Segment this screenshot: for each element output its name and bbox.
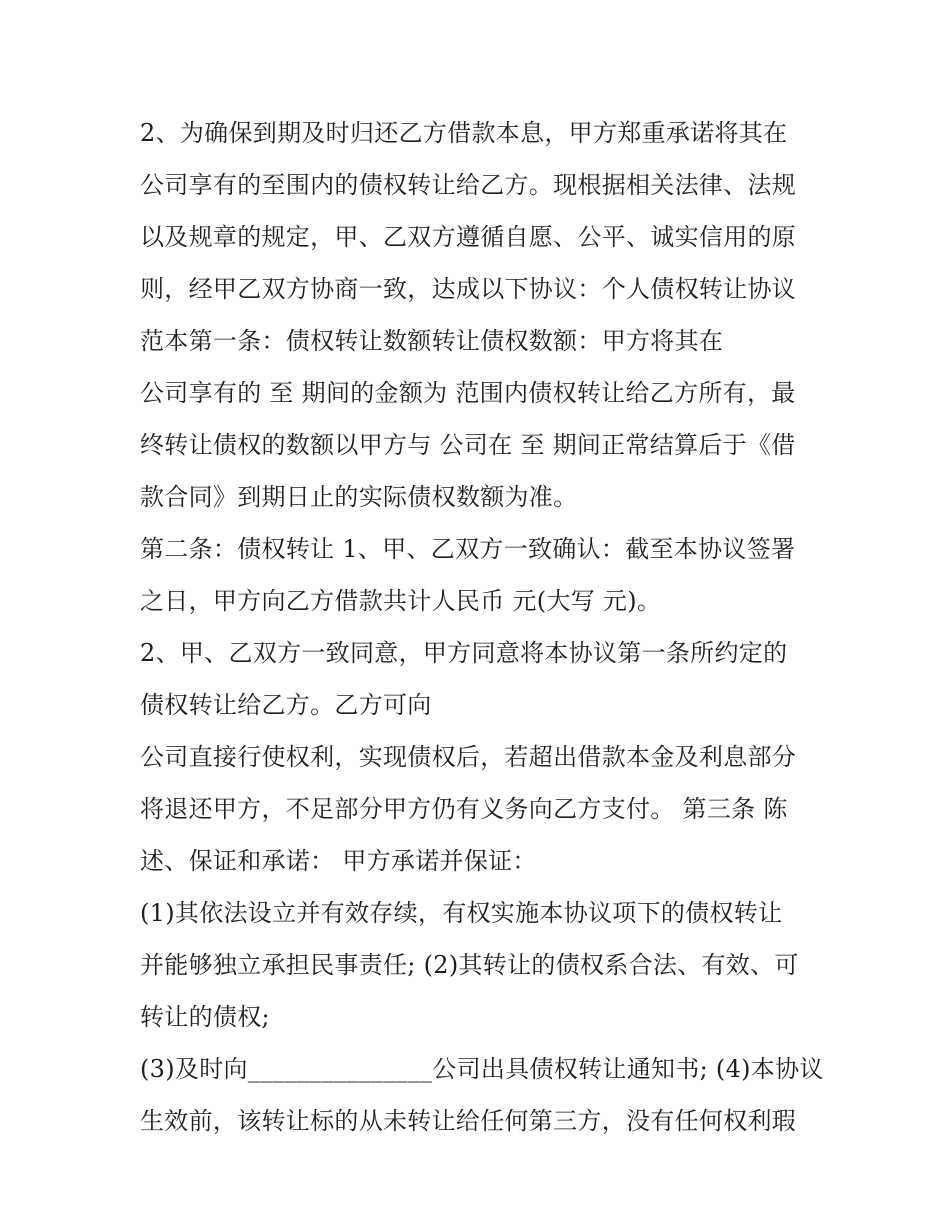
- text-line: 生效前，该转让标的从未转让给任何第三方，没有任何权利瑕: [140, 1107, 797, 1135]
- document-body: [140, 107, 824, 1147]
- text-line: 述、保证和承诺： 甲方承诺并保证：: [140, 847, 537, 875]
- text-line: 并能够独立承担民事责任; (2)其转让的债权系合法、有效、可: [140, 951, 799, 979]
- text-line: 债权转让给乙方。乙方可向: [140, 691, 432, 719]
- text-line: 公司享有的 至 期间的金额为 范围内债权转让给乙方所有，最: [140, 379, 796, 407]
- text-line: 则，经甲乙双方协商一致，达成以下协议：个人债权转让协议: [140, 275, 797, 303]
- text-line: 以及规章的规定，甲、乙双方遵循自愿、公平、诚实信用的原: [140, 223, 797, 251]
- text-line: 将退还甲方，不足部分甲方仍有义务向乙方支付。 第三条 陈: [140, 795, 788, 823]
- text-line: 2、为确保到期及时归还乙方借款本息，甲方郑重承诺将其在: [140, 119, 788, 147]
- text-line: (1)其依法设立并有效存续，有权实施本协议项下的债权转让: [140, 899, 783, 927]
- text-line: 范本第一条：债权转让数额转让债权数额：甲方将其在: [140, 327, 724, 355]
- text-line: 终转让债权的数额以甲方与 公司在 至 期间正常结算后于《借: [140, 431, 796, 459]
- text-line: 2、甲、乙双方一致同意，甲方同意将本协议第一条所约定的: [140, 639, 788, 667]
- text-line: (3)及时向_______________公司出具债权转让通知书; (4)本协议: [140, 1055, 824, 1083]
- text-line: 之日，甲方向乙方借款共计人民币 元(大写 元)。: [140, 587, 662, 615]
- text-line: 款合同》到期日止的实际债权数额为准。: [140, 483, 578, 511]
- text-line: 转让的债权;: [140, 1003, 270, 1031]
- text-line: 公司享有的至围内的债权转让给乙方。现根据相关法律、法规: [140, 171, 797, 199]
- text-line: 公司直接行使权利，实现债权后，若超出借款本金及利息部分: [140, 743, 797, 771]
- text-line: 第二条：债权转让 1、甲、乙双方一致确认：截至本协议签署: [140, 535, 796, 563]
